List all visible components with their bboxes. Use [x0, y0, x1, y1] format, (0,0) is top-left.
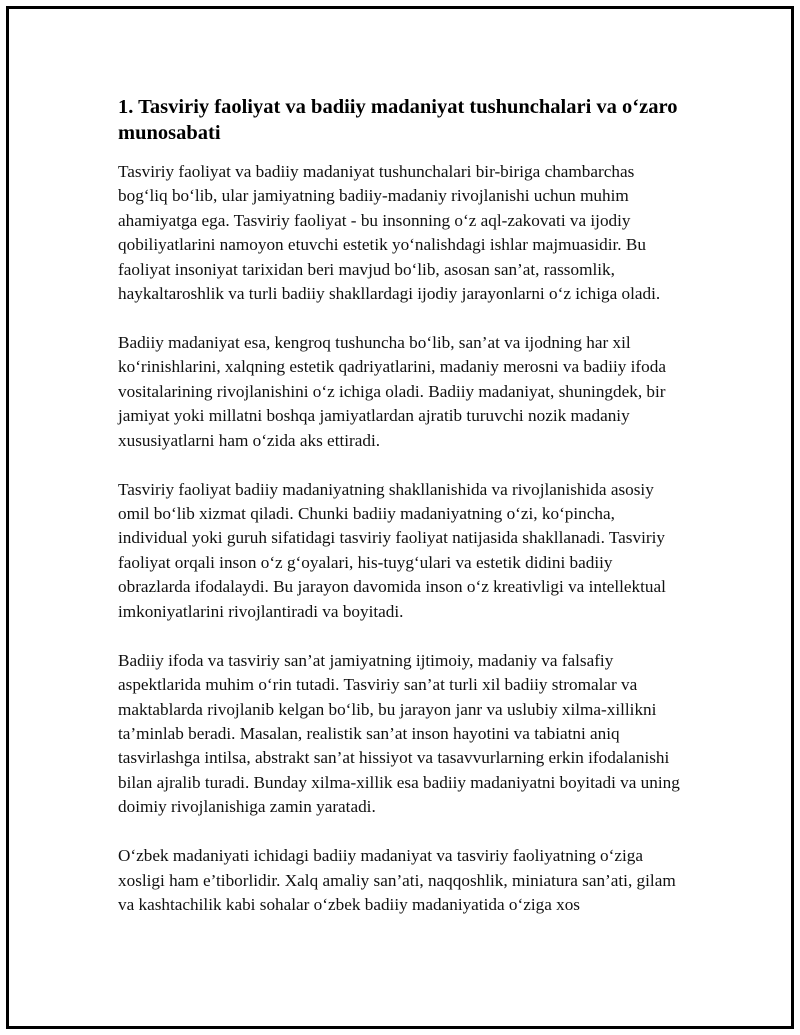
- paragraph-1: Tasviriy faoliyat va badiiy madaniyat tushunchalari bir-biriga chambarchas bog‘liq bo‘lib, ular jamiyatning badiiy-madaniy rivojlanishi uchun muhim ahamiyatga ega. Tasviriy faoliyat - bu insonning o‘z aql-zakovati va ijodiy qobiliyatlarini namoyon etuvchi estetik yo‘nalishdagi ishlar majmuasidir. Bu faoliyat insoniyat tarixidan beri mavjud bo‘lib, asosan san’at, rassomlik, haykaltaroshlik va turli badiiy shakllardagi ijodiy jarayonlarni o‘z ichiga oladi.: [118, 162, 661, 304]
- paragraph-5: O‘zbek madaniyati ichidagi badiiy madaniyat va tasviriy faoliyatning o‘ziga xosligi ham e’tiborlidir. Xalq amaliy san’ati, naqqoshlik, miniatura san’ati, gilam va kashtachilik kabi sohalar o‘zbek badiiy madaniyatida o‘ziga xos: [118, 846, 676, 914]
- paragraph-2: Badiiy madaniyat esa, kengroq tushuncha bo‘lib, san’at va ijodning har xil ko‘rinishlarini, xalqning estetik qadriyatlarini, madaniy merosni va badiiy ifoda vositalarining rivojlanishini o‘z ichiga oladi. Badiiy madaniyat, shuningdek, bir jamiyat yoki millatni boshqa jamiyatlardan ajratib turuvchi nozik madaniy xususiyatlarni ham o‘zida aks ettiradi.: [118, 333, 666, 450]
- paragraph-3: Tasviriy faoliyat badiiy madaniyatning shakllanishida va rivojlanishida asosiy omil bo‘lib xizmat qiladi. Chunki badiiy madaniyatning o‘zi, ko‘pincha, individual yoki guruh sifatidagi tasviriy faoliyat natijasida shakllanadi. Tasviriy faoliyat orqali inson o‘z g‘oyalari, his-tuyg‘ulari va estetik didini badiiy obrazlarda ifodalaydi. Bu jarayon davomida inson o‘z kreativligi va intellektual imkoniyatlarini rivojlantiradi va boyitadi.: [118, 479, 666, 621]
- paragraph-4: Badiiy ifoda va tasviriy san’at jamiyatning ijtimoiy, madaniy va falsafiy aspektlarida muhim o‘rin tutadi. Tasviriy san’at turli xil badiiy stromalar va maktablarda rivojlanib kelgan bo‘lib, bu jarayon janr va uslubiy xilma-xillikni ta’minlab beradi. Masalan, realistik san’at inson hayotini va tabiatni aniq tasvirlashga intilsa, abstrakt san’at hissiyot va tasavvurlarning erkin ifodalanishi bilan ajralib turadi. Bunday xilma-xillik esa badiiy madaniyatni boyitadi va uning doimiy rivojlanishiga zamin yaratadi.: [118, 650, 680, 817]
- section-title: 1. Tasviriy faoliyat va badiiy madaniyat tushunchalari va o‘zaro munosabati: [118, 96, 678, 144]
- document-body: [118, 94, 688, 942]
